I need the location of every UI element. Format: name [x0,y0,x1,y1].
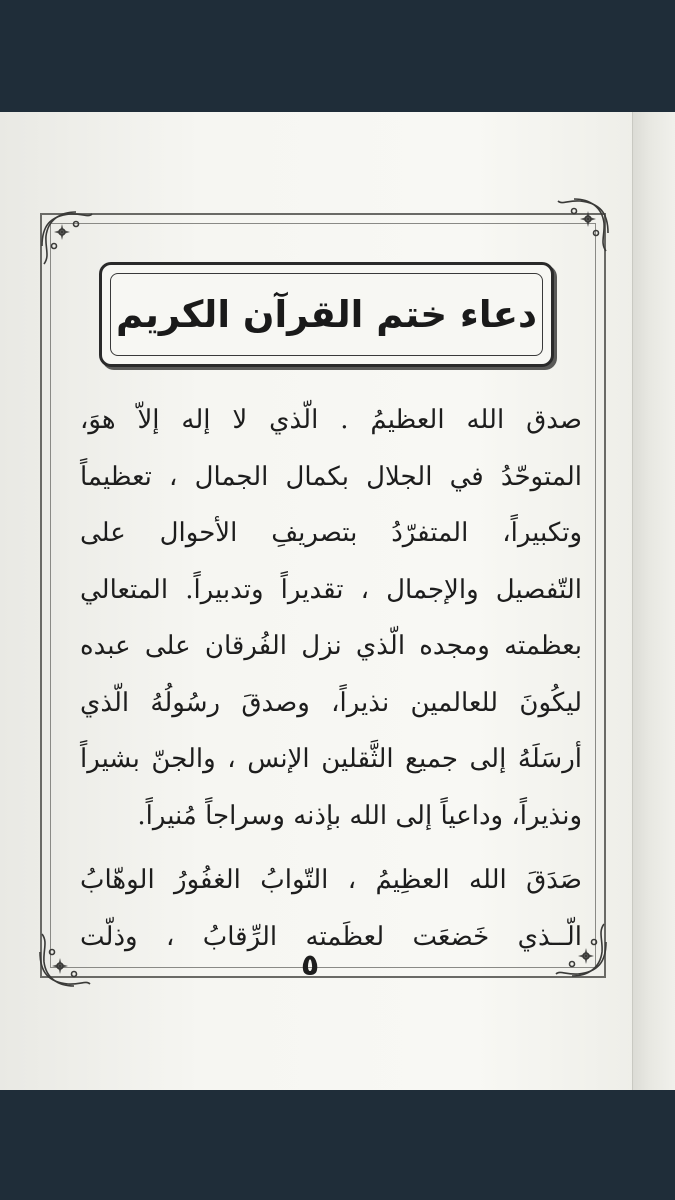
top-dark-band [0,0,675,112]
text-line: التّفصيل والإجمال ، تقديراً وتدبيراً. المتعالي [80,574,582,605]
text-line: صدق الله العظيمُ . الّذي لا إله إلاّ هوَ، [80,405,582,435]
title-frame-inner [110,273,543,356]
page-edge [632,112,675,1090]
text-line: صَدَقَ الله العظِيمُ ، التّوابُ الغفُورُ الوهّابُ [80,865,582,895]
text-line: بعظمته ومجده الّذي نزل الفُرقان على عبده [80,631,582,661]
floral-corner-icon [550,193,614,257]
prayer-text [80,392,582,965]
paragraph-1 [80,392,582,844]
title-frame [99,262,554,367]
page-title: دعاء ختم القرآن الكريم [115,293,537,336]
text-line: المتوحّدُ في الجلال بكمال الجمال ، تعظيماً [80,461,582,492]
floral-corner-icon [36,206,100,270]
text-line: أرسَلَهُ إلى جميع الثَّقلين الإنس ، والجنّ بشيراً [80,744,582,774]
text-line: وتكبيراً، المتفرّدُ بتصريفِ الأحوال على [80,518,582,548]
paragraph-2 [80,852,582,965]
text-line: ليكُونَ للعالمين نذيراً، وصدقَ رسُولُهُ الّذي [80,687,582,718]
text-line: ونذيراً، وداعياً إلى الله بإذنه وسراجاً مُنيراً. [137,800,582,831]
text-line: الّــذي خَضعَت لعظَمته الرِّقابُ ، وذلّت [80,921,582,952]
page-number: ٥ [300,948,320,983]
bottom-dark-band [0,1090,675,1200]
